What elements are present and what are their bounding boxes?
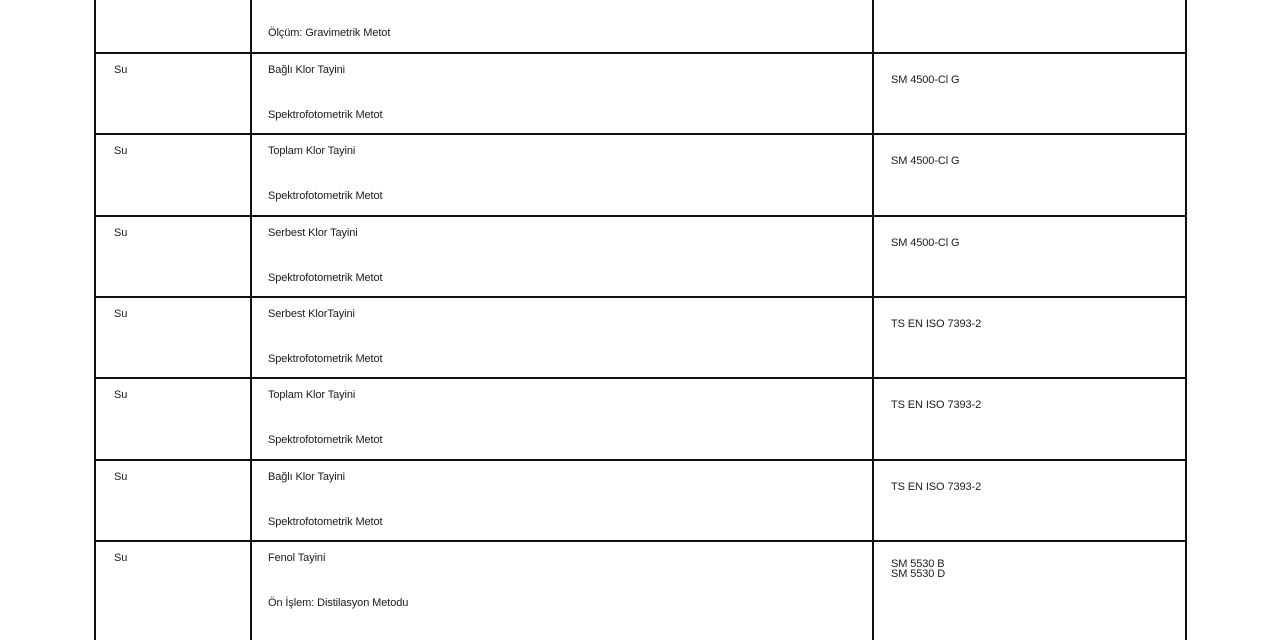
standard-text: SM 5530 D [891, 568, 946, 580]
table-row [96, 542, 1185, 640]
method-subtitle: Spektrofotometrik Metot [268, 109, 383, 121]
method-subtitle: Spektrofotometrik Metot [268, 516, 383, 528]
table-row [96, 0, 1185, 54]
method-title: Serbest KlorTayini [268, 308, 355, 320]
standard-cell [874, 379, 1185, 459]
method-title: Toplam Klor Tayini [268, 389, 356, 401]
method-cell [252, 542, 874, 640]
matrix-text: Su [114, 308, 128, 320]
matrix-text: Su [114, 145, 128, 157]
method-subtitle: Spektrofotometrik Metot [268, 434, 383, 446]
method-title: Toplam Klor Tayini [268, 145, 356, 157]
matrix-text: Su [114, 389, 128, 401]
matrix-text: Su [114, 471, 128, 483]
standard-cell [874, 135, 1185, 215]
standard-text: TS EN ISO 7393-2 [891, 399, 982, 411]
matrix-cell [96, 54, 252, 133]
matrix-text: Su [114, 552, 128, 564]
matrix-cell [96, 379, 252, 459]
matrix-cell [96, 0, 252, 52]
method-title: Bağlı Klor Tayini [268, 471, 345, 483]
standard-text: SM 5530 B [891, 558, 945, 570]
matrix-cell [96, 298, 252, 377]
standard-cell [874, 54, 1185, 133]
method-cell [252, 54, 874, 133]
method-cell [252, 461, 874, 540]
standard-text: SM 4500-Cl G [891, 74, 960, 86]
matrix-cell [96, 542, 252, 640]
table-row [96, 298, 1185, 379]
method-title: Fenol Tayini [268, 552, 326, 564]
matrix-cell [96, 461, 252, 540]
standard-cell [874, 0, 1185, 52]
methods-table [94, 0, 1187, 640]
matrix-cell [96, 135, 252, 215]
method-cell [252, 217, 874, 296]
method-cell [252, 298, 874, 377]
method-subtitle: Spektrofotometrik Metot [268, 190, 383, 202]
method-cell [252, 135, 874, 215]
standard-cell [874, 542, 1185, 640]
table-row [96, 217, 1185, 298]
method-cell [252, 379, 874, 459]
table-row [96, 461, 1185, 542]
matrix-text: Su [114, 227, 128, 239]
standard-cell [874, 298, 1185, 377]
matrix-cell [96, 217, 252, 296]
method-subtitle: Spektrofotometrik Metot [268, 272, 383, 284]
method-subtitle: Ön İşlem: Distilasyon Metodu [268, 597, 409, 609]
standard-text: SM 4500-Cl G [891, 237, 960, 249]
method-text: Ölçüm: Gravimetrik Metot [268, 27, 391, 39]
method-cell [252, 0, 874, 52]
method-title: Bağlı Klor Tayini [268, 64, 345, 76]
standard-cell [874, 461, 1185, 540]
standard-text: TS EN ISO 7393-2 [891, 481, 982, 493]
method-subtitle: Spektrofotometrik Metot [268, 353, 383, 365]
method-title: Serbest Klor Tayini [268, 227, 358, 239]
standard-text: SM 4500-Cl G [891, 155, 960, 167]
table-row [96, 135, 1185, 217]
table-row [96, 379, 1185, 461]
table-row [96, 54, 1185, 135]
standard-cell [874, 217, 1185, 296]
matrix-text: Su [114, 64, 128, 76]
standard-text: TS EN ISO 7393-2 [891, 318, 982, 330]
